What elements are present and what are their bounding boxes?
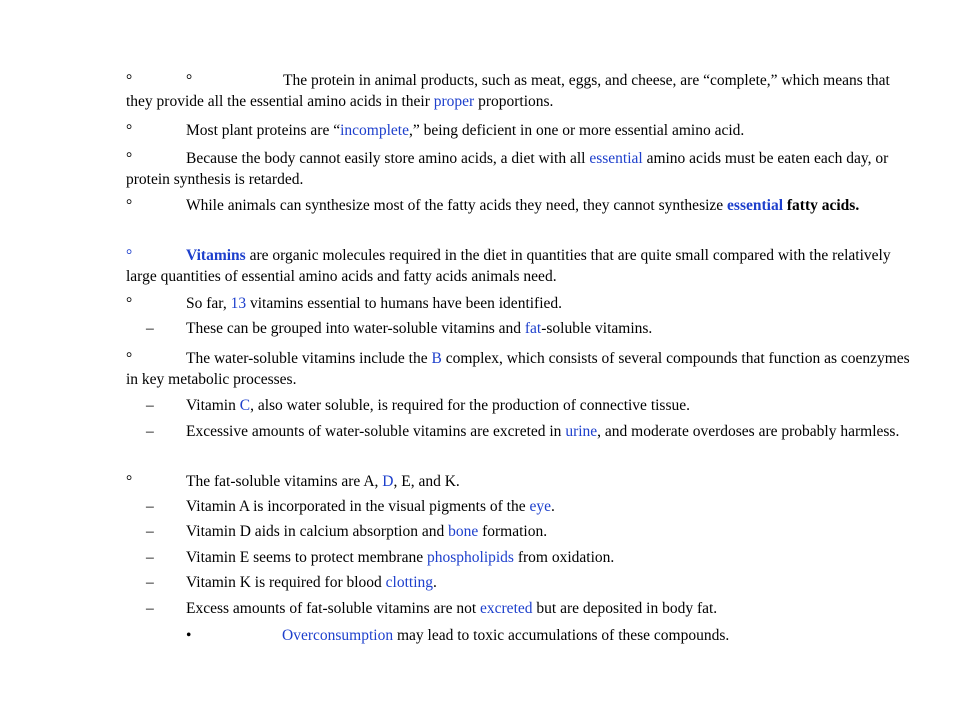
degree-symbol: °	[126, 473, 133, 490]
dot-marker: •	[186, 627, 192, 644]
dash-marker: –	[146, 397, 154, 414]
paragraph-text: Vitamin A is incorporated in the visual pigments of the	[186, 498, 530, 515]
sub-bullet-vitamin-c	[186, 395, 916, 416]
paragraph-text: .	[433, 574, 437, 591]
degree-symbol: °	[126, 122, 133, 139]
sub-bullet-vitamin-d	[186, 521, 916, 542]
paragraph-text: Because the body cannot easily store amino acids, a diet with all	[186, 150, 590, 167]
dash-marker: –	[146, 574, 154, 591]
dash-marker: –	[146, 523, 154, 540]
dash-marker: –	[146, 549, 154, 566]
paragraph-text: While animals can synthesize most of the fatty acids they need, they cannot synthesize	[186, 197, 728, 214]
degree-symbol: °	[126, 247, 133, 264]
highlight-term: phospholipids	[426, 549, 514, 566]
paragraph-text: vitamins essential to humans have been identified.	[246, 295, 563, 312]
paragraph-text: Vitamin	[186, 397, 240, 414]
paragraph-text: The fat-soluble vitamins are A,	[186, 473, 383, 490]
bullet-paragraph-amino-acid-storage	[126, 148, 916, 190]
paragraph-text: fatty acids.	[783, 197, 860, 214]
dash-marker: –	[146, 600, 154, 617]
degree-symbol: °	[126, 197, 133, 214]
paragraph-text: Vitamin K is required for blood	[186, 574, 386, 591]
highlight-term: B	[431, 350, 442, 367]
highlight-term: clotting	[385, 574, 434, 591]
sub-sub-bullet-overconsumption	[282, 625, 922, 646]
highlight-term: C	[239, 397, 251, 414]
highlight-term: essential	[727, 197, 784, 214]
paragraph-text: Vitamin E seems to protect membrane	[186, 549, 427, 566]
highlight-term: essential	[589, 150, 643, 167]
sub-bullet-vitamin-a	[186, 496, 916, 517]
paragraph-text: Vitamin D aids in calcium absorption and	[186, 523, 449, 540]
sub-bullet-vitamin-k	[186, 572, 916, 593]
highlight-term: bone	[448, 523, 479, 540]
sub-bullet-excess-water-soluble	[166, 421, 916, 442]
degree-symbol: °	[126, 72, 133, 89]
dash-marker: –	[146, 423, 154, 440]
paragraph-text: , E, and K.	[393, 473, 460, 490]
bullet-paragraph-13-vitamins	[126, 293, 916, 314]
highlight-term: urine	[565, 423, 598, 440]
paragraph-text: but are deposited in body fat.	[532, 600, 718, 617]
sub-bullet-vitamin-groups	[186, 318, 916, 339]
paragraph-text: Most plant proteins are “	[186, 122, 341, 139]
paragraph-text: The water-soluble vitamins include the	[186, 350, 432, 367]
highlight-term: incomplete	[340, 122, 409, 139]
bullet-paragraph-complete-protein	[126, 70, 916, 112]
bullet-paragraph-water-soluble	[126, 348, 916, 390]
highlight-term: excreted	[480, 600, 533, 617]
bullet-paragraph-fat-soluble	[126, 471, 916, 492]
highlight-term: fat	[524, 320, 542, 337]
highlight-term: Overconsumption	[282, 627, 394, 644]
bullet-paragraph-fatty-acids	[126, 195, 916, 216]
paragraph-text: -soluble vitamins.	[541, 320, 653, 337]
paragraph-text: Excessive amounts of water-soluble vitamins are excreted in	[186, 423, 566, 440]
degree-symbol: °	[186, 72, 193, 89]
highlight-term: eye	[529, 498, 551, 515]
highlight-term: 13	[230, 295, 247, 312]
degree-symbol: °	[126, 350, 133, 367]
highlight-term: proper	[433, 93, 475, 110]
paragraph-text: ,” being deficient in one or more essential amino acid.	[408, 122, 745, 139]
paragraph-text: proportions.	[474, 93, 554, 110]
paragraph-text: , and moderate overdoses are probably harmless.	[597, 423, 900, 440]
paragraph-text: are organic molecules required in the diet in quantities that are quite small compared with the relatively large quantities of essential amino acids and fatty acids animals need.	[126, 247, 891, 285]
degree-symbol: °	[126, 295, 133, 312]
degree-symbol: °	[126, 150, 133, 167]
bullet-paragraph-vitamins	[126, 245, 916, 287]
paragraph-text: may lead to toxic accumulations of these compounds.	[393, 627, 730, 644]
bullet-paragraph-incomplete-protein	[126, 120, 916, 141]
paragraph-text: .	[550, 498, 555, 515]
paragraph-text: , also water soluble, is required for the production of connective tissue.	[250, 397, 690, 414]
highlight-term: Vitamins	[186, 247, 246, 264]
paragraph-text: complex, which consists of several compounds that function as coenzymes in key metabolic processes.	[126, 350, 910, 388]
paragraph-text: So far,	[186, 295, 231, 312]
dash-marker: –	[146, 498, 154, 515]
paragraph-text: from oxidation.	[513, 549, 615, 566]
paragraph-text: The protein in animal products, such as meat, eggs, and cheese, are “complete,” which means that they provide all the essential amino acids in their	[126, 72, 890, 110]
paragraph-text: formation.	[478, 523, 548, 540]
paragraph-text: Excess amounts of fat-soluble vitamins are not	[186, 600, 481, 617]
highlight-term: D	[382, 473, 394, 490]
dash-marker: –	[146, 320, 154, 337]
sub-bullet-excess-fat-soluble	[186, 598, 916, 619]
paragraph-text: amino acids must be eaten each day, or protein synthesis is retarded.	[126, 150, 889, 188]
paragraph-text: These can be grouped into water-soluble vitamins and	[186, 320, 525, 337]
sub-bullet-vitamin-e	[186, 547, 916, 568]
